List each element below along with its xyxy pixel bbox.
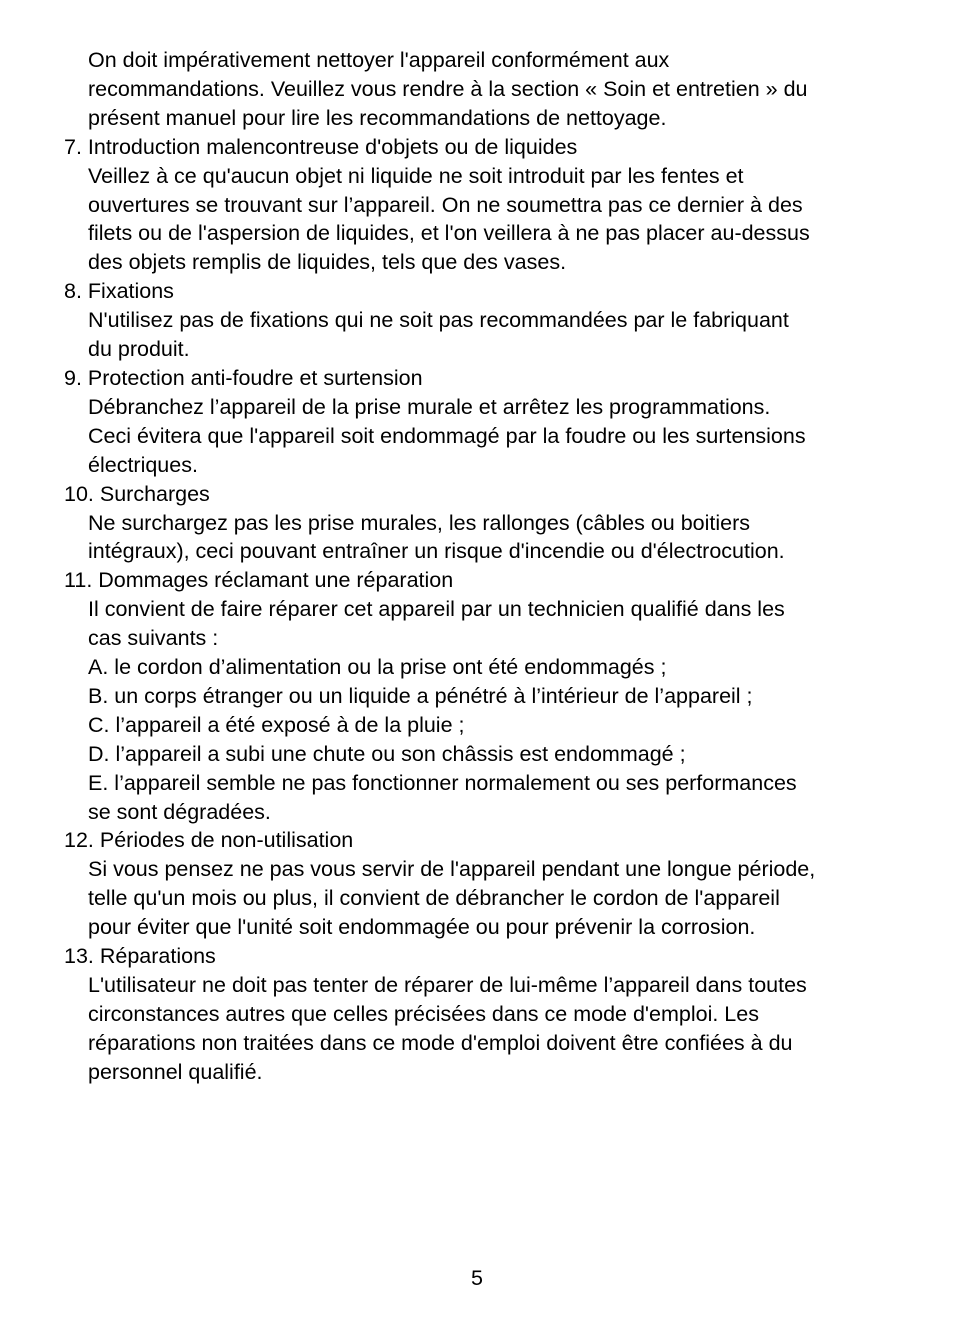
intro-line: On doit impérativement nettoyer l'appareil conformément aux	[88, 48, 670, 72]
section-line: circonstances autres que celles précisées dans ce mode d'emploi. Les	[88, 1001, 759, 1026]
section-line: N'utilisez pas de fixations qui ne soit pas recommandées par le fabriquant	[88, 308, 789, 333]
section-body	[88, 306, 904, 364]
section-line: Débranchez l’appareil de la prise murale et arrêtez les programmations.	[88, 394, 771, 419]
section-12	[64, 826, 904, 942]
page-number: 5	[471, 1266, 483, 1290]
section-13	[64, 942, 904, 1087]
list-item: D. l’appareil a subi une chute ou son châssis est endommagé ;	[88, 741, 686, 766]
list-item: B. un corps étranger ou un liquide a pénétré à l’intérieur de l’appareil ;	[88, 683, 753, 708]
section-heading: 10. Surcharges	[64, 481, 210, 506]
section-line: Veillez à ce qu'aucun objet ni liquide ne soit introduit par les fentes et	[88, 163, 744, 188]
list-item: C. l’appareil a été exposé à de la pluie ;	[88, 712, 465, 737]
section-body	[88, 855, 904, 942]
section-line: personnel qualifié.	[88, 1059, 263, 1084]
section-heading: 13. Réparations	[64, 944, 216, 969]
section-9	[64, 364, 904, 480]
document-page	[64, 46, 904, 1087]
section-line: des objets remplis de liquides, tels que des vases.	[88, 250, 567, 275]
intro-line: présent manuel pour lire les recommandations de nettoyage.	[88, 105, 667, 130]
section-body	[88, 971, 904, 1087]
list-item: A. le cordon d’alimentation ou la prise ont été endommagés ;	[88, 655, 667, 680]
section-body	[88, 393, 904, 480]
intro-line: recommandations. Veuillez vous rendre à la section « Soin et entretien » du	[88, 76, 808, 101]
section-line: telle qu'un mois ou plus, il convient de débrancher le cordon de l'appareil	[88, 886, 780, 911]
section-heading: 8. Fixations	[64, 279, 174, 304]
section-line: cas suivants :	[88, 626, 219, 651]
section-heading: 11. Dommages réclamant une réparation	[64, 568, 454, 593]
section-line: filets ou de l'aspersion de liquides, et l'on veillera à ne pas placer au-dessus	[88, 221, 810, 246]
section-line: Ne surchargez pas les prise murales, les rallonges (câbles ou boitiers	[88, 510, 751, 535]
section-line: réparations non traitées dans ce mode d'emploi doivent être confiées à du	[88, 1030, 793, 1055]
list-item: E. l’appareil semble ne pas fonctionner normalement ou ses performances	[88, 770, 797, 795]
section-line: L'utilisateur ne doit pas tenter de réparer de lui-même l’appareil dans toutes	[88, 973, 807, 997]
section-8	[64, 277, 904, 364]
section-line: pour éviter que l'unité soit endommagée ou pour prévenir la corrosion.	[88, 915, 756, 940]
section-heading: 9. Protection anti-foudre et surtension	[64, 365, 423, 390]
section-7	[64, 133, 904, 278]
section-heading: 7. Introduction malencontreuse d'objets ou de liquides	[64, 134, 578, 159]
intro-paragraph	[88, 46, 904, 133]
section-line: Ceci évitera que l'appareil soit endommagé par la foudre ou les surtensions	[88, 423, 806, 448]
section-line: intégraux), ceci pouvant entraîner un risque d'incendie ou d'électrocution.	[88, 539, 785, 564]
section-line: Il convient de faire réparer cet appareil par un technicien qualifié dans les	[88, 597, 785, 622]
section-body	[88, 509, 904, 567]
section-body	[88, 595, 904, 826]
section-heading: 12. Périodes de non-utilisation	[64, 828, 354, 853]
section-10	[64, 480, 904, 567]
section-line: se sont dégradées.	[88, 799, 271, 824]
section-body	[88, 162, 904, 278]
section-line: ouvertures se trouvant sur l’appareil. On ne soumettra pas ce dernier à des	[88, 192, 803, 217]
section-line: du produit.	[88, 337, 190, 362]
section-line: Si vous pensez ne pas vous servir de l'appareil pendant une longue période,	[88, 857, 816, 882]
section-11	[64, 566, 904, 826]
section-line: électriques.	[88, 452, 198, 477]
